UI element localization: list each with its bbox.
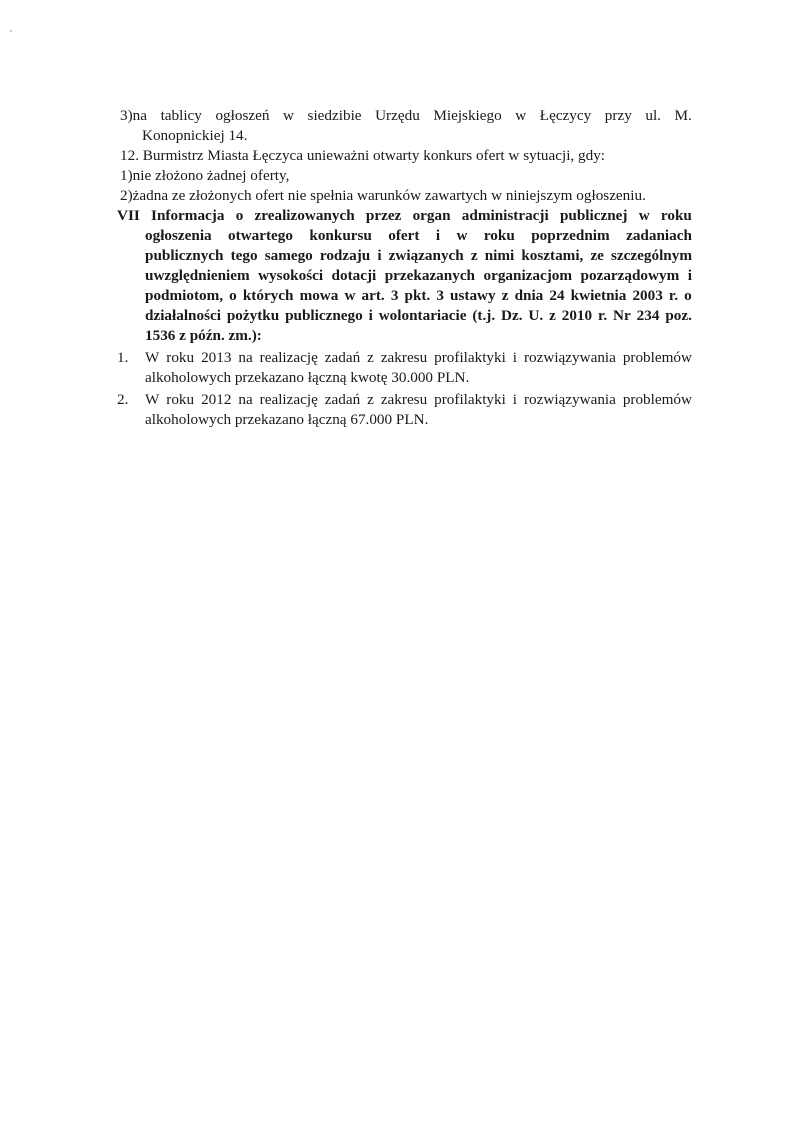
word: w — [638, 207, 650, 224]
section-vii-line-5 — [145, 286, 692, 306]
word: z — [549, 307, 556, 324]
word: mowa — [299, 287, 339, 304]
word: samego — [264, 247, 313, 264]
list-item-number: 2. — [117, 391, 129, 408]
word: ul. — [645, 107, 661, 124]
list-item — [117, 348, 692, 388]
scan-speck — [10, 30, 12, 32]
word: o — [684, 287, 692, 304]
word: Miejskiego — [433, 107, 502, 124]
word: na — [238, 349, 253, 366]
word: W — [145, 349, 160, 366]
word: kwietnia — [570, 287, 627, 304]
point-12-sub-1: 1)nie złożono żadnej oferty, — [120, 167, 290, 184]
word: na — [238, 391, 253, 408]
word: o — [229, 287, 237, 304]
word: poz. — [665, 307, 692, 324]
word: nimi — [484, 247, 515, 264]
word: r. — [597, 307, 608, 324]
section-vii-line-3 — [145, 246, 692, 266]
word: 2012 — [201, 391, 232, 408]
word: ogłoszenia — [145, 227, 212, 244]
word: siedzibie — [307, 107, 362, 124]
word: roku — [166, 349, 195, 366]
word: podmiotom, — [145, 287, 224, 304]
word: przy — [604, 107, 632, 124]
word: problemów — [622, 391, 692, 408]
word: 2010 — [561, 307, 593, 324]
word: realizację — [259, 391, 318, 408]
word: konkursu — [309, 227, 372, 244]
word: publicznej — [559, 207, 628, 224]
word: ofert — [388, 227, 420, 244]
word: W — [145, 391, 160, 408]
word: M. — [674, 107, 692, 124]
word: roku — [660, 207, 692, 224]
word: zadań — [324, 391, 361, 408]
word: z — [470, 247, 478, 264]
word: Dz. — [501, 307, 523, 324]
list-item — [117, 390, 692, 430]
list-item-line-2: alkoholowych przekazano łączną 67.000 PLN. — [145, 411, 429, 428]
word: ogłoszeń — [215, 107, 270, 124]
word: których — [242, 287, 294, 304]
word: pożytku — [226, 307, 280, 324]
item-3-line1 — [120, 106, 692, 126]
item-3-line2: Konopnickiej 14. — [142, 127, 248, 144]
word: art. — [361, 287, 385, 304]
word: tego — [230, 247, 258, 264]
word: Informacja — [151, 207, 225, 224]
word: dnia — [514, 287, 544, 304]
word: przez — [365, 207, 402, 224]
word: roku — [483, 227, 515, 244]
word: problemów — [622, 349, 692, 366]
word: i — [512, 349, 518, 366]
word: 2013 — [201, 349, 232, 366]
word: ze — [590, 247, 604, 264]
point-12: 12. Burmistrz Miasta Łęczyca unieważni otwarty konkurs ofert w sytuacji, gdy: — [120, 147, 606, 164]
document-body — [117, 106, 692, 430]
word: pkt. — [404, 287, 431, 304]
section-vii-line-1 — [117, 206, 692, 226]
section-vii-heading — [117, 206, 692, 346]
section-vii-line-4 — [145, 266, 692, 286]
word: z — [367, 391, 374, 408]
word: ustawy — [450, 287, 496, 304]
word: zadań — [324, 349, 361, 366]
list-item-line-2: alkoholowych przekazano łączną kwotę 30.000 PLN. — [145, 369, 470, 386]
point-12-sub-2: 2)żadna ze złożonych ofert nie spełnia warunków zawartych w niniejszym ogłoszeniu. — [120, 187, 646, 204]
word: i — [377, 247, 382, 264]
word: Urzędu — [375, 107, 420, 124]
word: o — [235, 207, 244, 224]
section-vii-line-6 — [145, 306, 692, 326]
word: 3 — [390, 287, 399, 304]
word: roku — [166, 391, 195, 408]
word: U. — [528, 307, 544, 324]
word: i — [512, 391, 518, 408]
word: zrealizowanych — [254, 207, 355, 224]
word: profilaktyki — [434, 349, 506, 366]
word: zakresu — [380, 391, 428, 408]
word: organ — [412, 207, 451, 224]
word: organizacjom — [483, 267, 573, 284]
word: dotacji — [331, 267, 377, 284]
word: realizację — [259, 349, 318, 366]
word: otwartego — [228, 227, 293, 244]
word: wolontariacie — [378, 307, 467, 324]
word: w — [283, 107, 294, 124]
word: zakresu — [380, 349, 428, 366]
word: zadaniach — [626, 227, 692, 244]
word: publicznych — [145, 247, 224, 264]
word: tablicy — [160, 107, 202, 124]
word: z — [501, 287, 509, 304]
list-item-line-1 — [145, 390, 692, 410]
word: publicznego — [285, 307, 363, 324]
word: wysokości — [258, 267, 324, 284]
word: rozwiązywania — [523, 391, 616, 408]
word: rodzaju — [319, 247, 371, 264]
word: w — [456, 227, 468, 244]
list-item-line-1 — [145, 348, 692, 368]
list-item-number: 1. — [117, 349, 129, 366]
word: przekazanych — [384, 267, 476, 284]
word: w — [344, 287, 356, 304]
word: z — [367, 349, 374, 366]
word: pozarządowym — [580, 267, 680, 284]
word: VII — [117, 207, 140, 224]
word: 2003 — [632, 287, 663, 304]
word: i — [435, 227, 441, 244]
word: rozwiązywania — [523, 349, 616, 366]
word: 3 — [436, 287, 444, 304]
word: profilaktyki — [434, 391, 506, 408]
word: administracji — [461, 207, 549, 224]
word: w — [515, 107, 527, 124]
section-vii-line-7: 1536 z późn. zm.): — [145, 327, 262, 344]
word: i — [687, 267, 692, 284]
word: Nr — [613, 307, 631, 324]
word: uwzględnieniem — [145, 267, 250, 284]
word: r. — [668, 287, 679, 304]
word: i — [368, 307, 373, 324]
word: poprzednim — [531, 227, 610, 244]
word: (t.j. — [472, 307, 496, 324]
word: kosztami, — [521, 247, 584, 264]
section-vii-line-2 — [145, 226, 692, 246]
word: związanych — [388, 247, 464, 264]
word: 3)na — [120, 107, 147, 124]
word: 234 — [636, 307, 660, 324]
word: szczególnym — [611, 247, 692, 264]
word: 24 — [549, 287, 565, 304]
word: działalności — [145, 307, 221, 324]
word: Łęczycy — [539, 107, 592, 124]
